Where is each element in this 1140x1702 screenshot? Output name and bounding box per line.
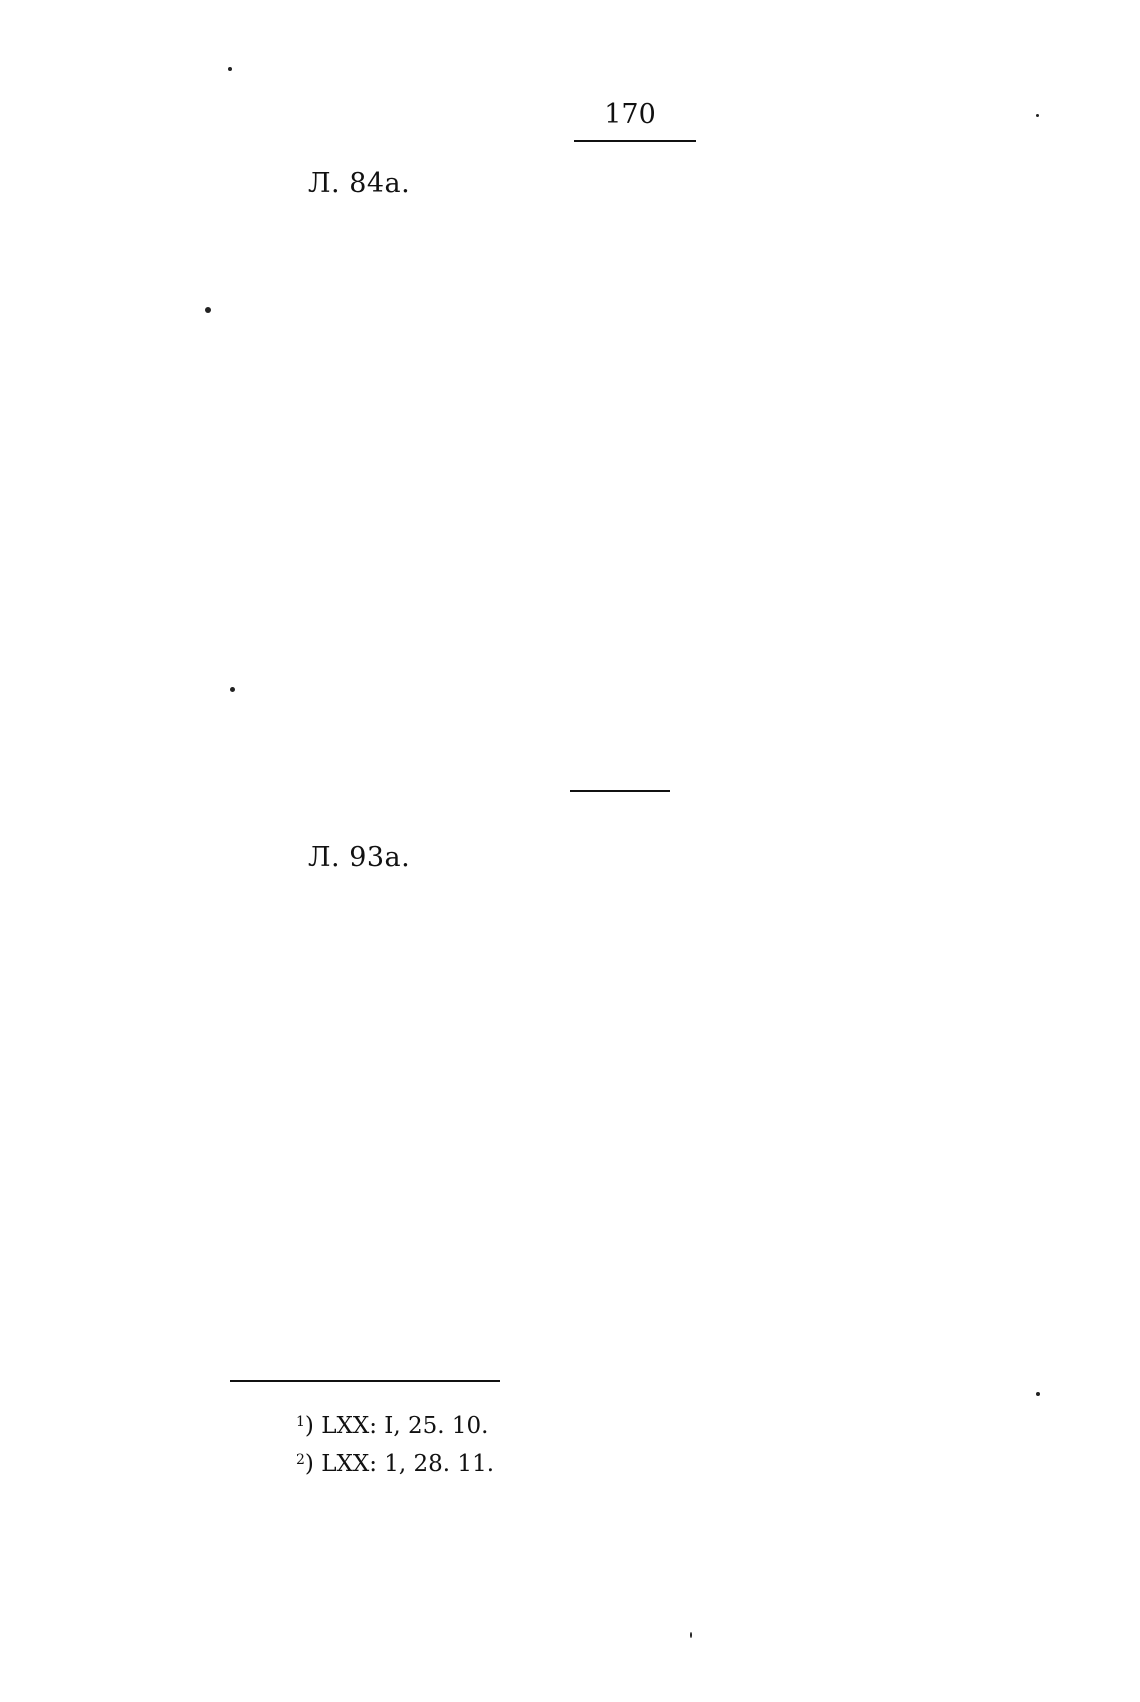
text-line xyxy=(236,413,1036,445)
folio-reference: Л. 84а. xyxy=(308,168,411,199)
text-line xyxy=(236,454,1036,486)
text-line xyxy=(236,1250,1036,1282)
text-line xyxy=(236,658,1036,690)
text-line xyxy=(236,1291,1036,1323)
text-line xyxy=(236,1046,1036,1078)
footnotes xyxy=(296,1408,796,1484)
ink-speck xyxy=(228,67,232,71)
page-number: 170 xyxy=(604,99,656,130)
footnote-text: ) LXX: I, 25. 10. xyxy=(304,1413,489,1439)
commentary-section-2 xyxy=(236,842,1036,1332)
text-line xyxy=(236,1168,1036,1200)
commentary-section-1 xyxy=(236,168,1036,739)
text-line xyxy=(236,331,1036,363)
footnote-text: ) LXX: 1, 28. 11. xyxy=(304,1451,495,1477)
text-line xyxy=(236,964,1036,996)
text-line xyxy=(236,1209,1036,1241)
ink-speck xyxy=(1036,1392,1040,1396)
footnote-2 xyxy=(296,1446,796,1478)
text-line xyxy=(236,698,1036,730)
margin-dot xyxy=(205,307,211,313)
ink-speck xyxy=(690,1632,692,1638)
text-line xyxy=(236,209,1036,241)
text-line xyxy=(236,1005,1036,1037)
text-line xyxy=(236,290,1036,322)
footnote-marker: 1 xyxy=(296,1414,305,1430)
text-line xyxy=(236,842,1036,874)
text-line xyxy=(236,494,1036,526)
text-line xyxy=(236,883,1036,915)
footnote-1 xyxy=(296,1408,796,1440)
text-line xyxy=(236,535,1036,567)
text-line xyxy=(236,1087,1036,1119)
text-line xyxy=(236,924,1036,956)
text-line xyxy=(236,576,1036,608)
ink-speck xyxy=(1036,114,1039,117)
text-line xyxy=(236,1128,1036,1160)
margin-dot xyxy=(230,687,235,692)
page-number-rule xyxy=(574,140,696,142)
text-line xyxy=(236,250,1036,282)
text-line xyxy=(236,617,1036,649)
text-line xyxy=(236,372,1036,404)
folio-reference: Л. 93а. xyxy=(308,842,411,873)
text-line xyxy=(236,168,1036,200)
footnote-rule xyxy=(230,1380,500,1382)
section-divider xyxy=(570,790,670,792)
footnote-marker: 2 xyxy=(296,1452,305,1468)
